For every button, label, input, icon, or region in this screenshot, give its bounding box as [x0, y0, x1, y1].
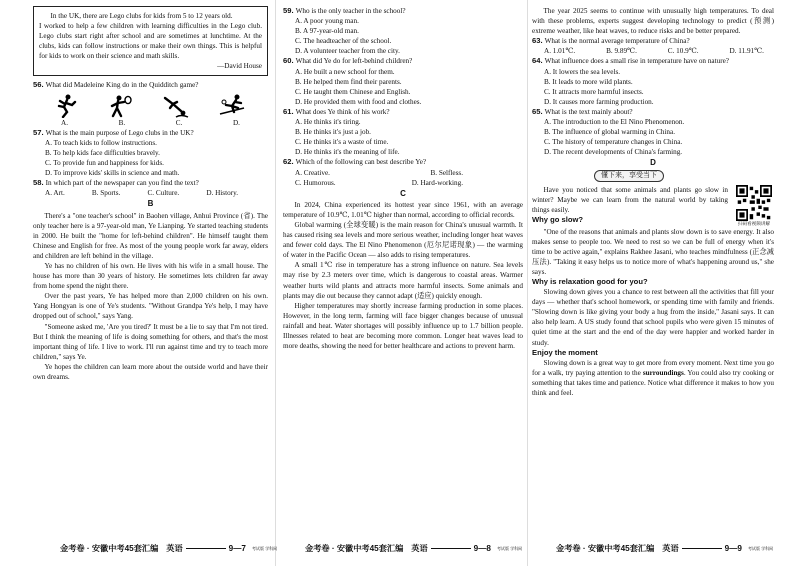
- page-footer: [556, 543, 773, 554]
- footer-subject: 英语: [166, 544, 183, 553]
- section-heading: B: [147, 199, 154, 209]
- option: B. Selfless.: [430, 168, 463, 177]
- paragraph-text: . You could also try cooking or something that takes time and patience. Notice what difference it makes to how you think and feel.: [532, 368, 774, 398]
- icon-letters: [33, 118, 268, 128]
- subheading: Enjoy the moment: [532, 347, 598, 357]
- paragraph: The year 2025 seems to continue with unusually high temperatures. To deal with these problems, experts suggest developing technology to predict (预测) extreme weather, like heat waves, to reduce risks and be better prepared.: [532, 7, 774, 36]
- paragraph: Ye has no children of his own. He lives with his wife in a small house. The house has more than 30 years of history. He sometimes lets children far away from home spend the night there.: [33, 261, 268, 291]
- box-line: I worked to help a few children with learning difficulties in the Lego club. Lego clubs start right after school and are sometimes at lunchtime. At the clubs, kids can follow instructions or make their own things. This is helpful for kids to work on their science and math skills.: [39, 22, 262, 61]
- option: D. Hard-working.: [411, 178, 463, 187]
- paragraph: A small 1℃ rise in temperature has a strong influence on nature. Sea levels may rise by 2.3 meters over time, which is dangerous to coastal areas. Warmer weather hurts wild plants and attracts more harmful insects. Some animals and plants may die out because they cannot adapt (适应) quickly enough.: [283, 261, 523, 300]
- paragraph: "One of the reasons that animals and plants slow down is to save energy. It also makes sense to people too. We need to rest so we can be full of energy when it's time to be active again," explains Rakhee Jasani, who teaches mindfulness (正念减压法). "Taking it easy helps us to notice more of what's happening around us," she says.: [532, 227, 774, 276]
- footer-logo: 考试版 学科网: [747, 545, 774, 551]
- option: A. Art.: [45, 189, 65, 198]
- option: D. A volunteer teacher from the city.: [295, 47, 400, 56]
- option-letter: C.: [175, 118, 183, 127]
- option: D. 11.91℃.: [729, 47, 764, 56]
- question-59: 59. Who is the only teacher in the school?: [283, 6, 406, 15]
- option: A. He built a new school for them.: [295, 67, 395, 76]
- option: C. The history of temperature changes in China.: [544, 138, 683, 147]
- question-63: 63. What is the normal average temperature of China?: [532, 36, 690, 46]
- intro-block: [532, 185, 774, 227]
- paragraph: [532, 358, 774, 398]
- question-56: 56. What did Madeleine King do in the Quidditch game?: [33, 79, 199, 89]
- option: A. Creative.: [295, 168, 330, 177]
- option: D. He provided them with food and clothes.: [295, 97, 422, 106]
- option: A. It lowers the sea levels.: [544, 67, 621, 76]
- option: D. To improve kids' skills in science and math.: [45, 169, 180, 178]
- paragraph: Ye hopes the children can learn more about the outside world and have their own dreams.: [33, 362, 268, 381]
- option: A. 1.01℃.: [544, 47, 576, 56]
- option: C. Humorous.: [295, 178, 336, 187]
- footer-logo: 考试版 学科网: [496, 545, 523, 551]
- box-line: In the UK, there are Lego clubs for kids from 5 to 12 years old.: [50, 12, 233, 20]
- page-footer: [305, 543, 522, 554]
- paragraph: Have you noticed that some animals and plants go slow in winter? Maybe we can learn from the natural world by taking things easily.: [532, 185, 728, 214]
- subheading: Why go slow?: [532, 214, 584, 224]
- paragraph: Global warming (全球变暖) is the main reason for China's unusual warmth. It has caused rising sea levels and more serious weather, including longer heat waves and fewer cold days. The El Nino Phenomenon (厄尔尼诺现象) — the warming of water in the Pacific Ocean — also adds to rising temperatures.: [283, 220, 523, 260]
- options-row: [283, 178, 523, 188]
- question-57: 57. What is the main purpose of Lego clubs in the UK?: [33, 127, 194, 137]
- paragraph-text: Slowing down is a great way to get more from every moment. Next time you go for a walk, try paying attention to the: [532, 358, 774, 377]
- option: C. To provide fun and happiness for kids.: [45, 159, 164, 168]
- paragraph: Higher temperatures may shortly increase farming production in some places. However, in the long term, farming will face bigger changes because of unusual rainfall and heat. Water shortages will possibly influence up to 1.7 billion people. Illnesses related to heat are becoming more common. Longer heat waves lead to more deaths, showing the need for better healthcare and actions to prevent harm.: [283, 301, 523, 351]
- question-61: 61. What does Ye think of his work?: [283, 106, 390, 116]
- paragraph: Over the past years, Ye has helped more than 2,000 children on his own. Yang Hongyan is one of Ye's students. "Without Grandpa Ye's help, I may have dropped out of school," says Yang.: [33, 292, 268, 321]
- option: B. A 97-year-old man.: [295, 27, 359, 36]
- page-number: 9—7: [228, 544, 246, 553]
- footer-rule: [682, 548, 722, 549]
- subheading: Why is relaxation good for you?: [532, 277, 648, 287]
- tennis-icon: [106, 94, 138, 118]
- option: A. To teach kids to follow instructions.: [45, 138, 157, 147]
- option: C. He thinks it's a waste of time.: [295, 138, 389, 147]
- question-58: 58. In which part of the newspaper can you find the text?: [33, 178, 199, 188]
- running-icon: [51, 94, 83, 118]
- qr-code-icon: [736, 185, 772, 221]
- page-column-1: [33, 6, 268, 382]
- option: B. He thinks it's just a job.: [295, 128, 371, 137]
- option: B. It leads to more wild plants.: [544, 77, 633, 86]
- option: A. He thinks it's tiring.: [295, 118, 361, 127]
- paragraph: There's a "one teacher's school" in Baohen village, Anhui Province (省). The only teacher here is a 97-year-old man, Ye Lianping. Ye started teaching students in 2000. He built the "home for left-behind children". He himself taught them Chinese and English for free. As most of the young people work far away, elders and children are left behind in the village.: [33, 211, 268, 260]
- option: B. He helped them find their parents.: [295, 77, 402, 86]
- option-letter: B.: [118, 118, 126, 127]
- footer-title: 金考卷 · 安徽中考45套汇编: [60, 544, 159, 553]
- section-heading: D: [650, 158, 656, 168]
- options-row: [283, 168, 523, 178]
- qr-caption: 扫码看视频讲解: [737, 220, 771, 226]
- option: C. It attracts more harmful insects.: [544, 87, 644, 96]
- footer-rule: [431, 548, 471, 549]
- footer-title: 金考卷 · 安徽中考45套汇编: [305, 544, 404, 553]
- option: A. A poor young man.: [295, 17, 359, 26]
- column-divider: [275, 0, 276, 566]
- paragraph: "Someone asked me, 'Are you tired?' It must be a lie to say that I'm not tired. But I think the meaning of life is doing something for others, and that's the most important thing of life. I live to work. I'll run against time and try to teach more children," says Ye.: [33, 322, 268, 361]
- question-65: 65. What is the text mainly about?: [532, 106, 633, 116]
- question-62: 62. Which of the following can best describe Ye?: [283, 157, 427, 167]
- option: B. The influence of global warming in China.: [544, 128, 676, 137]
- page-column-2: [283, 6, 523, 351]
- option-letter: A.: [61, 118, 68, 127]
- qr-code[interactable]: [734, 185, 774, 227]
- scan-label[interactable]: 懂下来，享受当下: [594, 170, 664, 182]
- option: C. 10.9℃.: [667, 47, 699, 56]
- diving-icon: [161, 94, 193, 118]
- option: D. History.: [206, 189, 238, 198]
- bold-word: surroundings: [642, 368, 684, 377]
- question-64: 64. What influence does a small rise in temperature have on nature?: [532, 56, 729, 66]
- page-column-3: [532, 6, 774, 398]
- option: B. Sports.: [91, 189, 121, 198]
- option: B. 9.89℃.: [606, 47, 637, 56]
- page-number: 9—9: [724, 544, 742, 553]
- options-row: [532, 46, 774, 56]
- sport-icons: [33, 90, 268, 118]
- option: C. Culture.: [147, 189, 180, 198]
- footer-title: 金考卷 · 安徽中考45套汇编: [556, 544, 655, 553]
- paragraph: In 2024, China experienced its hottest year since 1961, with an average temperature of 10.9℃, 1.01℃ higher than normal, according to official records.: [283, 200, 523, 219]
- footer-subject: 英语: [662, 544, 679, 553]
- paragraph: Slowing down gives you a chance to rest between all the activities that fill your days — whether that's school homework, or spending time with family and friends. "Slowing down is like giving your body a hug from the inside," Jasani says. It can also help learn. A US study found that school pupils who were given 15 minutes of quiet time at the start and the end of the day were happier and worked harder in study.: [532, 288, 774, 347]
- options-row: [33, 188, 268, 198]
- column-divider: [527, 0, 528, 566]
- option: C. He taught them Chinese and English.: [295, 87, 411, 96]
- footer-subject: 英语: [411, 544, 428, 553]
- scan-banner: [532, 170, 774, 182]
- letter-box: [33, 6, 268, 76]
- footer-rule: [186, 548, 226, 549]
- quidditch-icon: [216, 94, 248, 118]
- page-footer: [60, 543, 277, 554]
- question-60: 60. What did Ye do for left-behind children?: [283, 56, 413, 66]
- option: D. He thinks it's the meaning of life.: [295, 148, 400, 157]
- footer-logo: 考试版 学科网: [251, 545, 278, 551]
- page-number: 9—8: [473, 544, 491, 553]
- option: D. It causes more farming production.: [544, 97, 654, 106]
- option: A. The introduction to the El Nino Phenomenon.: [544, 118, 685, 127]
- option: B. To help kids face difficulties bravely.: [45, 148, 160, 157]
- box-signature: —David House: [217, 62, 262, 71]
- section-heading: C: [400, 188, 406, 198]
- option: D. The recent developments of China's farming.: [544, 148, 683, 157]
- option-letter: D.: [232, 118, 240, 127]
- option: C. The headteacher of the school.: [295, 37, 392, 46]
